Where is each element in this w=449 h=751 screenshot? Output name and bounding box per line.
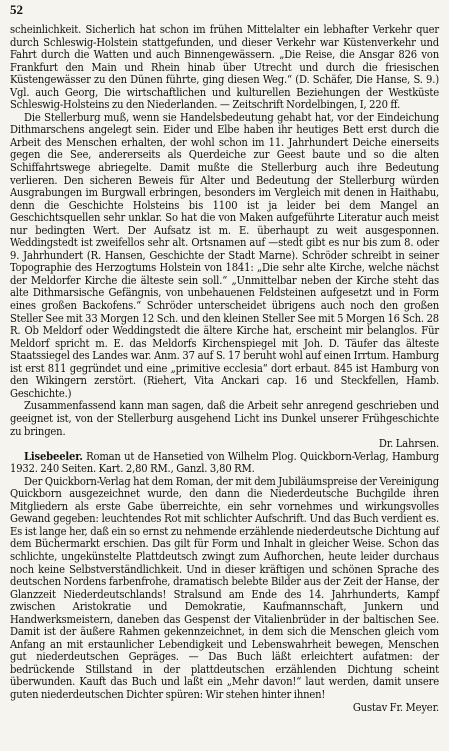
paragraph-review (10, 476, 439, 714)
article-body (10, 24, 439, 714)
review-bibliography: Roman ut de Hansetied von Wilhelm Plog. Quickborn-Verlag, Hamburg 1932. 240 Seiten. Kart. 2,80 RM., Ganzl. 3,80 RM. (10, 449, 439, 476)
review-title: Lisebeeler. (24, 449, 83, 463)
paragraph-review-text: Der Quickborn-Verlag hat dem Roman, der mit dem Jubiläumspreise der Vereinigung Quickborn ausgezeichnet wurde, den dann die Niederdeutsche Buchgilde ihren Mitgliedern als erste Gabe überreichte, ein sehr vornehmes und wirkungsvolles Gewand gegeben: leuchtendes Rot mit schlichter Aufschrift. Und das Buch verdient es. Es ist lange her, daß ein so ernst zu nehmende erzählende niederdeutsche Dichtung auf dem Büchermarkt erschien. Das gilt für Form und Inhalt in gleicher Weise. Schon das schlichte, ungekünstelte Plattdeutsch zwingt zum Aufhorchen, heute leider durchaus noch keine Selbstverständlichkeit. Und in dieser kräftigen und schönen Sprache des deutschen Nordens farbenfrohe, dramatisch belebte Bilder aus der Zeit der Hanse, der Glanzzeit Niederdeutschlands! Stralsund am Ende des 14. Jahrhunderts, Kampf zwischen Aristokratie und Demokratie, Kaufmannschaft, Junkern und Handwerksmeistern, daneben das Gespenst der Vitalienbrüder in der baltischen See. Damit ist der äußere Rahmen gekennzeichnet, in dem sich die Menschen gleich vom Anfang an mit erstaunlicher Lebendigkeit und Lebenswahrheit bewegen, Menschen gut niederdeutschen Gepräges. — Das Buch läßt erleichtert aufatmen: der bedrückende Stillstand in der plattdeutschen erzählenden Dichtung scheint überwunden. Kauft das Buch und laßt ein „Mehr davon!“ laut werden, damit unsere guten niederdeutschen Dichter spüren: Wir stehen hinter ihnen! (10, 474, 439, 701)
review-header-paragraph (10, 451, 439, 476)
paragraph-3-text: Zusammenfassend kann man sagen, daß die Arbeit sehr anregend geschrieben und geeignet ist, von der Stellerburg ausgehend Licht ins Dunkel unserer Frühgeschichte zu bringen. (10, 399, 439, 438)
paragraph-1: scheinlichkeit. Sicherlich hat schon im frühen Mittelalter ein lebhafter Verkehr quer durch Schleswig-Holstein stattgefunden, und dieser Verkehr war Küstenverkehr und Fahrt durch die Watten und auch Binnengewässern. „Die Reise, die Ansgar 826 von Frankfurt den Main und Rhein hinab über Utrecht und durch die friesischen Küstengewässer zu den Dünen führte, ging diesen Weg.“ (D. Schäfer, Die Hanse, S. 9.) Vgl. auch Georg, Die wirtschaftlichen und kulturellen Beziehungen der Westküste Schleswig-Holsteins zu den Niederlanden. — Zeitschrift Nordelbingen, I, 220 ff. (10, 23, 439, 112)
paragraph-2: Die Stellerburg muß, wenn sie Handelsbedeutung gehabt hat, vor der Eindeichung Dithmarschens angelegt sein. Eider und Elbe haben ihr heutiges Bett erst durch die Arbeit des Menschen erhalten, der wohl schon im 11. Jahrhundert Deiche einerseits gegen die See, andererseits als Querdeiche zur Geest baute und so die alten Schiffahrtswege abriegelte. Damit mußte die Stellerburg auch ihre Bedeutung verlieren. Den sicheren Beweis für Alter und Bedeutung der Stellerburg würden Ausgrabungen im Burgwall erbringen, besonders im Vergleich mit denen in Haithabu, denn die Geschichte Holsteins bis 1100 ist ja leider bei dem Mangel an Geschichtsquellen sehr unklar. So hat die von Maken aufgeführte Literatur auch meist nur bedingten Wert. Der Aufsatz ist m. E. überhaupt zu weit ausgesponnen. Weddingstedt ist zweifellos sehr alt. Ortsnamen auf —stedt gibt es nur bis zum 8. oder 9. Jahrhundert (R. Hansen, Geschichte der Stadt Marne). Schröder schreibt in seiner Topographie des Herzogtums Holstein von 1841: „Die sehr alte Kirche, welche nächst der Meldorfer Kirche die älteste sein soll.“ „Unmittelbar neben der Kirche steht das alte Dithmarsische Gefängnis, von unbehauenen Feldsteinen aufgesetzt und in Form eines großen Backofens.“ Schröder unterscheidet übrigens auch noch den großen Steller See mit 33 Morgen 12 Sch. und den kleinen Steller See mit 5 Morgen 16 Sch. 28 R. Ob Meldorf oder Weddingstedt die ältere Kirche hat, erscheint mir belanglos. Für Meldorf spricht m. E. das Meldorfs Kirchenspiegel mit Joh. D. Täufer das älteste Staatssiegel des Landes war. Anm. 37 auf S. 17 beruht wohl auf einen Irrtum. Hamburg ist erst 811 gegründet und eine „primitive ecclesia“ dort erbaut. 845 ist Hamburg von den Wikingern zerstört. (Riehert, Vita Anckari cap. 16 und Steckfellen, Hamb. Geschichte.) (10, 110, 439, 400)
signature-lahrsen: Dr. Lahrsen. (378, 437, 439, 451)
signature-meyer: Gustav Fr. Meyer. (352, 700, 439, 714)
page-number: 52 (10, 2, 23, 17)
paragraph-3 (10, 400, 439, 450)
